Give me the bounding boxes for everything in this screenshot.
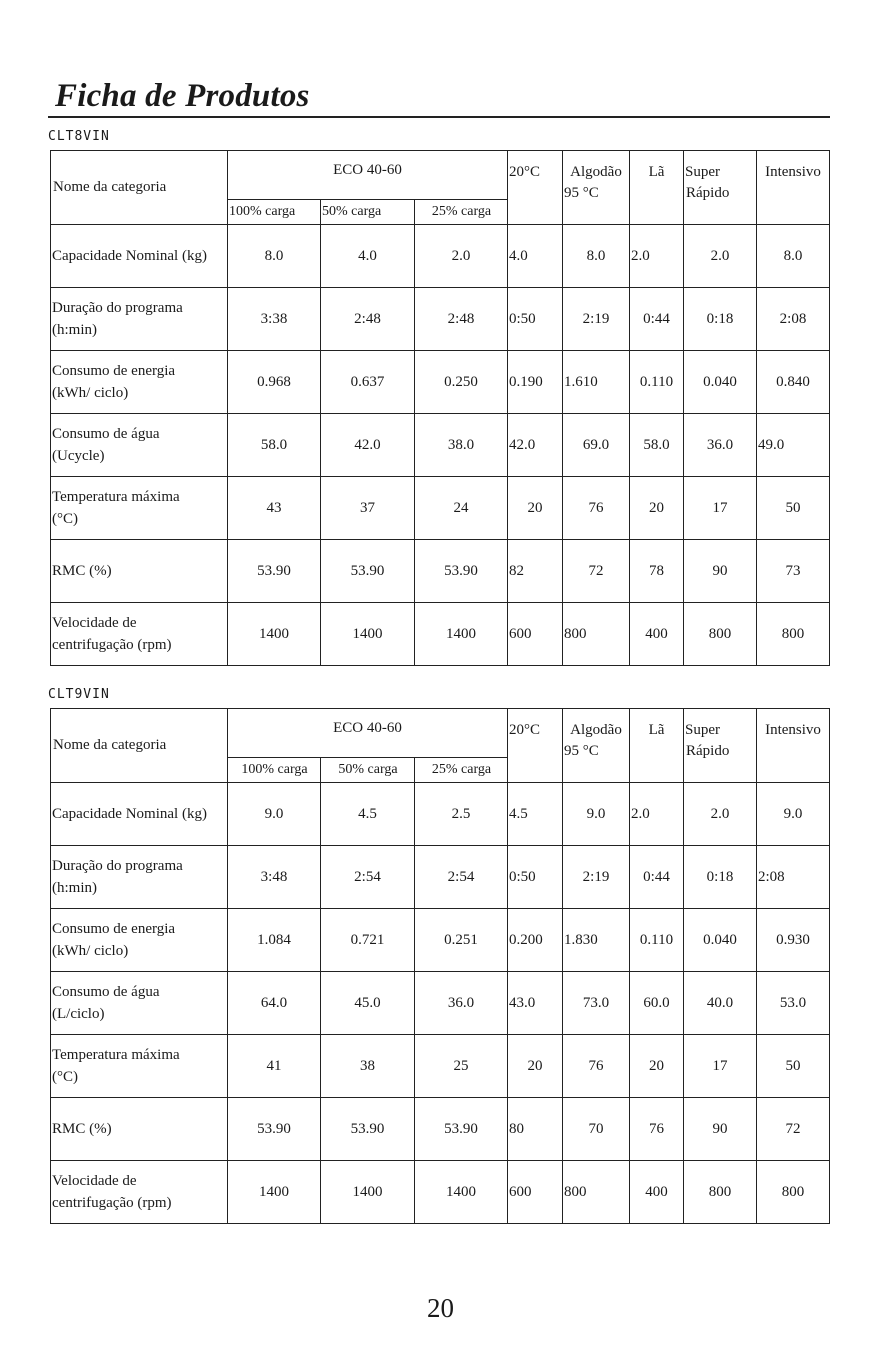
- table-cell: 40.0: [684, 972, 757, 1035]
- table-cell: 69.0: [563, 414, 630, 477]
- table-cell: 2:54: [415, 846, 508, 909]
- table-cell: 800: [563, 1161, 630, 1224]
- table-row: [51, 414, 830, 477]
- program-intensivo-header: Intensivo: [757, 709, 830, 783]
- table-cell: 0.200: [508, 909, 563, 972]
- table-cell: 1400: [321, 603, 415, 666]
- table-cell: 53.90: [321, 540, 415, 603]
- table-cell: 9.0: [228, 783, 321, 846]
- table-cell: 36.0: [415, 972, 508, 1035]
- table-cell: 800: [563, 603, 630, 666]
- table-cell: 2:48: [321, 288, 415, 351]
- table-cell: 24: [415, 477, 508, 540]
- page-title: Ficha de Produtos: [55, 78, 310, 114]
- table-cell: 49.0: [757, 414, 830, 477]
- table-cell: 4.0: [321, 225, 415, 288]
- table-cell: 600: [508, 1161, 563, 1224]
- table-cell: 9.0: [563, 783, 630, 846]
- table-cell: 0.040: [684, 909, 757, 972]
- table-cell: 25: [415, 1035, 508, 1098]
- table-cell: 41: [228, 1035, 321, 1098]
- table-cell: 2.0: [415, 225, 508, 288]
- table-row: [51, 477, 830, 540]
- table-cell: 58.0: [630, 414, 684, 477]
- table-cell: 0.637: [321, 351, 415, 414]
- table-cell: 2.0: [684, 225, 757, 288]
- table-cell: 1400: [321, 1161, 415, 1224]
- table-cell: 2.5: [415, 783, 508, 846]
- row-label: Capacidade Nominal (kg): [51, 225, 228, 288]
- load-50-header: 50% carga: [321, 200, 415, 225]
- table-cell: 400: [630, 1161, 684, 1224]
- program-la-header: Lã: [630, 709, 684, 783]
- table-cell: 76: [563, 1035, 630, 1098]
- table-cell: 4.0: [508, 225, 563, 288]
- table-cell: 90: [684, 540, 757, 603]
- table-cell: 50: [757, 477, 830, 540]
- eco-header: ECO 40-60: [228, 709, 508, 758]
- table-cell: 8.0: [563, 225, 630, 288]
- table-cell: 800: [757, 1161, 830, 1224]
- table-cell: 20: [630, 1035, 684, 1098]
- row-label: RMC (%): [51, 1098, 228, 1161]
- table-cell: 43: [228, 477, 321, 540]
- table-cell: 2:19: [563, 288, 630, 351]
- row-label: Duração do programa (h:min): [51, 846, 228, 909]
- program-intensivo-header: Intensivo: [757, 151, 830, 225]
- table-cell: 2:08: [757, 846, 830, 909]
- table-cell: 2.0: [684, 783, 757, 846]
- table-row: [51, 1161, 830, 1224]
- table-cell: 0:50: [508, 288, 563, 351]
- table-row: [51, 846, 830, 909]
- table-row: [51, 603, 830, 666]
- table-cell: 0:18: [684, 288, 757, 351]
- table-cell: 1400: [228, 603, 321, 666]
- title-divider: [48, 116, 830, 118]
- load-100-header: 100% carga: [228, 200, 321, 225]
- table-cell: 2:08: [757, 288, 830, 351]
- model-label: CLT8VIN: [48, 129, 110, 144]
- table-cell: 8.0: [228, 225, 321, 288]
- model-label: CLT9VIN: [48, 687, 110, 702]
- table-cell: 400: [630, 603, 684, 666]
- program-20c-header: 20°C: [508, 151, 563, 225]
- table-cell: 90: [684, 1098, 757, 1161]
- program-la-header: Lã: [630, 151, 684, 225]
- row-label: Consumo de água (Ucycle): [51, 414, 228, 477]
- table-cell: 58.0: [228, 414, 321, 477]
- table-cell: 2:48: [415, 288, 508, 351]
- table-cell: 53.90: [228, 1098, 321, 1161]
- row-label: Consumo de energia (kWh/ ciclo): [51, 909, 228, 972]
- row-label: Consumo de energia (kWh/ ciclo): [51, 351, 228, 414]
- table-cell: 2.0: [630, 783, 684, 846]
- table-cell: 0.930: [757, 909, 830, 972]
- table-cell: 1.830: [563, 909, 630, 972]
- product-table: [50, 150, 830, 666]
- table-cell: 72: [757, 1098, 830, 1161]
- table-cell: 4.5: [321, 783, 415, 846]
- row-label: Temperatura máxima (°C): [51, 1035, 228, 1098]
- category-header: Nome da categoria: [51, 709, 228, 783]
- table-cell: 800: [684, 1161, 757, 1224]
- row-label: Duração do programa (h:min): [51, 288, 228, 351]
- load-100-header: 100% carga: [228, 758, 321, 783]
- program-super-rapido-header: Super Rápido: [684, 709, 757, 783]
- table-cell: 0.190: [508, 351, 563, 414]
- table-cell: 38: [321, 1035, 415, 1098]
- table-cell: 53.90: [415, 540, 508, 603]
- table-cell: 73.0: [563, 972, 630, 1035]
- table-cell: 64.0: [228, 972, 321, 1035]
- table-cell: 60.0: [630, 972, 684, 1035]
- table-cell: 3:38: [228, 288, 321, 351]
- table-cell: 0.968: [228, 351, 321, 414]
- table-cell: 1400: [415, 603, 508, 666]
- table-cell: 4.5: [508, 783, 563, 846]
- table-cell: 0:44: [630, 846, 684, 909]
- table-row: [51, 909, 830, 972]
- load-25-header: 25% carga: [415, 200, 508, 225]
- table-row: [51, 1035, 830, 1098]
- table-cell: 3:48: [228, 846, 321, 909]
- table-row: [51, 351, 830, 414]
- table-cell: 0.250: [415, 351, 508, 414]
- table-cell: 17: [684, 1035, 757, 1098]
- table-cell: 53.90: [228, 540, 321, 603]
- table-cell: 2:54: [321, 846, 415, 909]
- row-label: Consumo de água (L/ciclo): [51, 972, 228, 1035]
- table-cell: 17: [684, 477, 757, 540]
- table-cell: 45.0: [321, 972, 415, 1035]
- row-label: Velocidade de centrifugação (rpm): [51, 1161, 228, 1224]
- page-number: 20: [427, 1293, 454, 1323]
- table-cell: 20: [630, 477, 684, 540]
- table-cell: 1.610: [563, 351, 630, 414]
- table-cell: 42.0: [508, 414, 563, 477]
- table-cell: 42.0: [321, 414, 415, 477]
- table-cell: 600: [508, 603, 563, 666]
- table-cell: 2.0: [630, 225, 684, 288]
- table-cell: 20: [508, 1035, 563, 1098]
- table-cell: 38.0: [415, 414, 508, 477]
- program-20c-header: 20°C: [508, 709, 563, 783]
- table-cell: 800: [757, 603, 830, 666]
- table-cell: 78: [630, 540, 684, 603]
- row-label: Capacidade Nominal (kg): [51, 783, 228, 846]
- table-cell: 0.251: [415, 909, 508, 972]
- table-cell: 1400: [415, 1161, 508, 1224]
- program-algodao-header: Algodão 95 °C: [563, 151, 630, 225]
- table-cell: 76: [563, 477, 630, 540]
- table-cell: 53.0: [757, 972, 830, 1035]
- table-cell: 0.110: [630, 909, 684, 972]
- table-cell: 72: [563, 540, 630, 603]
- table-row: [51, 540, 830, 603]
- table-cell: 37: [321, 477, 415, 540]
- table-cell: 0:50: [508, 846, 563, 909]
- row-label: RMC (%): [51, 540, 228, 603]
- table-cell: 36.0: [684, 414, 757, 477]
- table-cell: 0:18: [684, 846, 757, 909]
- row-label: Temperatura máxima (°C): [51, 477, 228, 540]
- table-cell: 43.0: [508, 972, 563, 1035]
- table-cell: 0.110: [630, 351, 684, 414]
- program-algodao-header: Algodão 95 °C: [563, 709, 630, 783]
- table-cell: 50: [757, 1035, 830, 1098]
- table-cell: 80: [508, 1098, 563, 1161]
- eco-header: ECO 40-60: [228, 151, 508, 200]
- table-cell: 1400: [228, 1161, 321, 1224]
- table-cell: 8.0: [757, 225, 830, 288]
- table-row: [51, 783, 830, 846]
- row-label: Velocidade de centrifugação (rpm): [51, 603, 228, 666]
- table-cell: 9.0: [757, 783, 830, 846]
- table-row: [51, 225, 830, 288]
- table-cell: 76: [630, 1098, 684, 1161]
- program-super-rapido-header: Super Rápido: [684, 151, 757, 225]
- table-row: [51, 972, 830, 1035]
- product-table: [50, 708, 830, 1224]
- table-row: [51, 288, 830, 351]
- category-header: Nome da categoria: [51, 151, 228, 225]
- table-cell: 20: [508, 477, 563, 540]
- table-cell: 0.840: [757, 351, 830, 414]
- table-cell: 1.084: [228, 909, 321, 972]
- table-cell: 53.90: [321, 1098, 415, 1161]
- table-cell: 70: [563, 1098, 630, 1161]
- table-cell: 0:44: [630, 288, 684, 351]
- load-50-header: 50% carga: [321, 758, 415, 783]
- table-cell: 82: [508, 540, 563, 603]
- table-cell: 800: [684, 603, 757, 666]
- table-row: [51, 1098, 830, 1161]
- table-cell: 73: [757, 540, 830, 603]
- table-cell: 53.90: [415, 1098, 508, 1161]
- load-25-header: 25% carga: [415, 758, 508, 783]
- table-cell: 0.721: [321, 909, 415, 972]
- table-cell: 2:19: [563, 846, 630, 909]
- table-cell: 0.040: [684, 351, 757, 414]
